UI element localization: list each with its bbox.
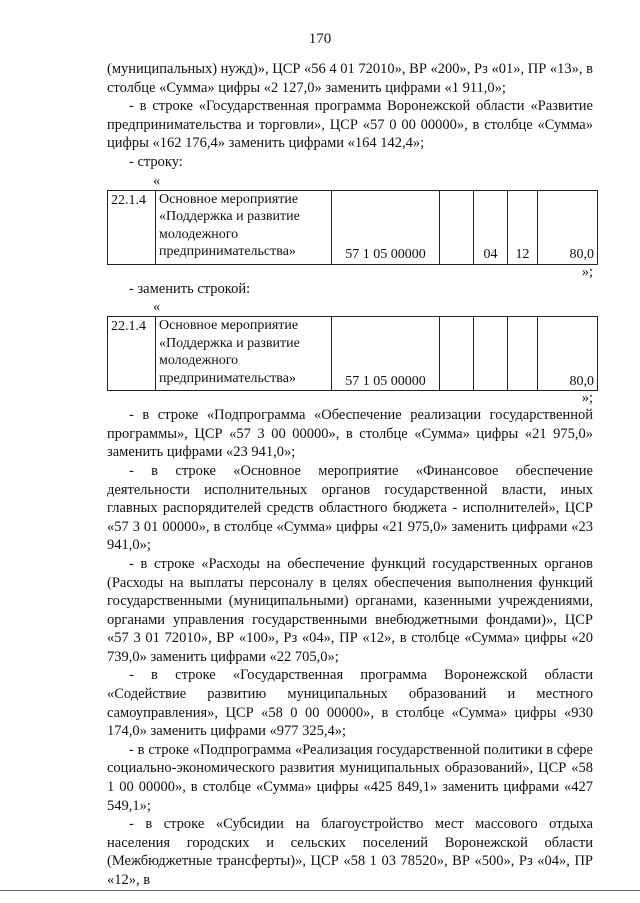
paragraph: - в строке «Субсидии на благоустройство мест массового отдыха населения городских и сельских поселений Воронежской области (Межбюджетные трансферты)», ЦСР «58 1 03 78520», ВР «500», Рз «04», ПР «12», в: [107, 816, 593, 888]
document-body: [107, 60, 593, 890]
paragraph: - в строке «Расходы на обеспечение функций государственных органов (Расходы на выплаты персоналу в целях обеспечения выполнения функций государственными (муниципальными) органами, казенными учреждениями, органами управления государственными внебюджетными фондами)», ЦСР «57 3 01 72010», ВР «100», Рз «04», ПР «12», в столбце «Сумма» цифры «20 739,0» заменить цифрами «22 705,0»;: [107, 555, 593, 665]
row-name: Основное мероприятие «Поддержка и развитие молодежного предпринимательства»: [156, 190, 332, 264]
paragraph: (муниципальных) нужд)», ЦСР «56 4 01 72010», ВР «200», Рз «01», ПР «13», в столбце «Сумма» цифры «2 127,0» заменить цифрами «1 911,0»;: [107, 61, 593, 96]
open-quote: «: [153, 172, 161, 189]
row-sum: 80,0: [538, 317, 598, 391]
row-name: Основное мероприятие «Поддержка и развитие молодежного предпринимательства»: [156, 317, 332, 391]
paragraph: - в строке «Государственная программа Воронежской области «Развитие предпринимательства и торговли», ЦСР «57 0 00 00000», в столбце «Сумма» цифры «162 176,4» заменить цифрами «164 142,4»;: [107, 98, 593, 152]
open-quote: «: [153, 299, 161, 316]
paragraph: - строку:: [129, 153, 183, 170]
row-sum: 80,0: [538, 190, 598, 264]
row-pr: [508, 317, 538, 391]
replace-label: - заменить строкой:: [129, 280, 251, 297]
row-vr: [440, 317, 474, 391]
close-quote: »;: [581, 263, 593, 280]
page-number: 170: [308, 31, 332, 47]
close-quote: »;: [581, 390, 593, 407]
paragraph: - в строке «Подпрограмма «Обеспечение реализации государственной программы», ЦСР «57 3 00 00000», в столбце «Сумма» цифры «21 975,0» заменить цифрами «23 941,0»;: [107, 407, 593, 461]
row-csr: 57 1 05 00000: [332, 190, 440, 264]
row-pr: 12: [508, 190, 538, 264]
paragraph: - в строке «Государственная программа Воронежской области «Содействие развитию муниципальных образований и местного самоуправления», ЦСР «58 0 00 00000», в столбце «Сумма» цифры «930 174,0» заменить цифрами «977 325,4»;: [107, 667, 593, 740]
row-code: 22.1.4: [108, 190, 156, 264]
page-bottom-edge: [0, 890, 640, 891]
row-rz: 04: [474, 190, 508, 264]
row-csr: 57 1 05 00000: [332, 317, 440, 391]
table-row-original: [107, 190, 598, 265]
row-code: 22.1.4: [108, 317, 156, 391]
row-rz: [474, 317, 508, 391]
row-vr: [440, 190, 474, 264]
paragraph: - в строке «Основное мероприятие «Финансовое обеспечение деятельности исполнительных органов государственной власти, иных главных распорядителей средств областного бюджета - исполнителей», ЦСР «57 3 01 00000», в столбце «Сумма» цифры «21 975,0» заменить цифрами «23 941,0»;: [107, 462, 593, 554]
table-row-replacement: [107, 316, 598, 391]
paragraph: - в строке «Подпрограмма «Реализация государственной политики в сфере социально-экономического развития муниципальных образований», ЦСР «58 1 00 00000», в столбце «Сумма» цифры «425 849,1» заменить цифрами «427 549,1»;: [107, 741, 593, 814]
